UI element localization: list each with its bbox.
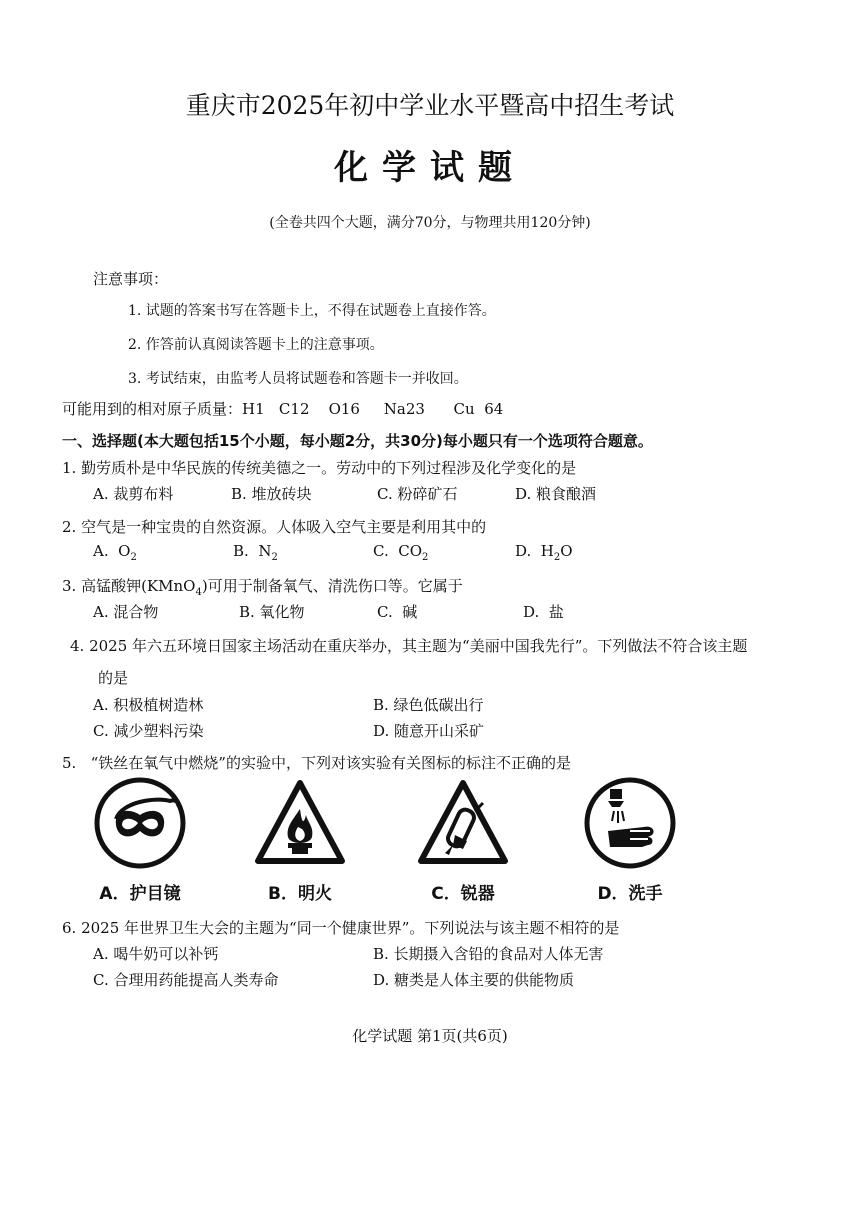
question-1-option-b: B. 堆放砖块 xyxy=(231,485,312,503)
subject-title: 化学试题 xyxy=(334,148,526,188)
open-flame-icon xyxy=(252,775,348,871)
note-item: 2. 作答前认真阅读答题卡上的注意事项。 xyxy=(128,337,384,353)
question-6-option-c: C. 合理用药能提高人类寿命 xyxy=(93,971,279,989)
note-item: 1. 试题的答案书写在答题卡上，不得在试题卷上直接作答。 xyxy=(128,303,496,319)
question-3-option-b: B. 氧化物 xyxy=(239,603,305,621)
question-5-stem: 5. “铁丝在氧气中燃烧”的实验中，下列对该实验有关图标的标注不正确的是 xyxy=(62,754,571,772)
question-5-option-c: C．锐器 xyxy=(431,884,495,904)
question-2-option-b: B. $N_2$ xyxy=(233,542,278,563)
exam-info: (全卷共四个大题，满分70分，与物理共用120分钟) xyxy=(269,215,591,231)
question-1-option-d: D. 粮食酿酒 xyxy=(515,485,597,503)
question-3-stem: 3. 高锰酸钾(KMnO$_4$)可用于制备氧气、清洗伤口等。它属于 xyxy=(62,577,463,598)
question-1-option-c: C. 粉碎矿石 xyxy=(377,485,458,503)
question-4-stem: 4. 2025 年六五环境日国家主场活动在重庆举办，其主题为“美丽中国我先行”。下列做法不符合该主题 xyxy=(70,637,748,655)
question-4-option-b: B. 绿色低碳出行 xyxy=(373,696,484,714)
question-5-option-a: A．护目镜 xyxy=(99,884,181,904)
question-5-option-d: D．洗手 xyxy=(597,884,663,904)
question-1-stem: 1. 勤劳质朴是中华民族的传统美德之一。劳动中的下列过程涉及化学变化的是 xyxy=(62,459,577,477)
question-3-option-c: C. 碱 xyxy=(377,603,418,621)
goggles-icon xyxy=(92,775,188,871)
exam-title: 重庆市2025年初中学业水平暨高中招生考试 xyxy=(185,91,675,120)
sharp-object-icon xyxy=(415,775,511,871)
note-item: 3. 考试结束，由监考人员将试题卷和答题卡一并收回。 xyxy=(128,371,468,387)
question-2-stem: 2. 空气是一种宝贵的自然资源。人体吸入空气主要是利用其中的 xyxy=(62,518,487,536)
question-4-option-d: D. 随意开山采矿 xyxy=(373,722,485,740)
question-4-option-a: A. 积极植树造林 xyxy=(93,696,204,714)
notes-heading: 注意事项： xyxy=(93,270,169,288)
question-1-option-a: A. 裁剪布料 xyxy=(93,485,174,503)
page-footer: 化学试题 第1页(共6页) xyxy=(352,1027,508,1045)
question-2-option-c: C. $CO_2$ xyxy=(373,542,429,563)
question-6-option-b: B. 长期摄入含铅的食品对人体无害 xyxy=(373,945,604,963)
question-6-stem: 6. 2025 年世界卫生大会的主题为“同一个健康世界”。下列说法与该主题不相符的是 xyxy=(62,919,620,937)
atomic-masses: 可能用到的相对原子质量：H1 C12 O16 Na23 Cu 64 xyxy=(62,400,504,418)
hand-wash-icon xyxy=(582,775,678,871)
question-2-option-a: A. $O_2$ xyxy=(93,542,137,563)
question-4-option-c: C. 减少塑料污染 xyxy=(93,722,204,740)
question-5-option-b: B．明火 xyxy=(268,884,332,904)
question-6-option-d: D. 糖类是人体主要的供能物质 xyxy=(373,971,575,989)
question-3-option-a: A. 混合物 xyxy=(93,603,159,621)
question-4-stem-continued: 的是 xyxy=(98,669,129,687)
question-3-option-d: D. 盐 xyxy=(523,603,564,621)
section-heading: 一、选择题(本大题包括15个小题，每小题2分，共30分)每小题只有一个选项符合题意。 xyxy=(62,432,653,450)
question-2-option-d: D. $H_2O$ xyxy=(515,542,573,563)
question-6-option-a: A. 喝牛奶可以补钙 xyxy=(93,945,219,963)
